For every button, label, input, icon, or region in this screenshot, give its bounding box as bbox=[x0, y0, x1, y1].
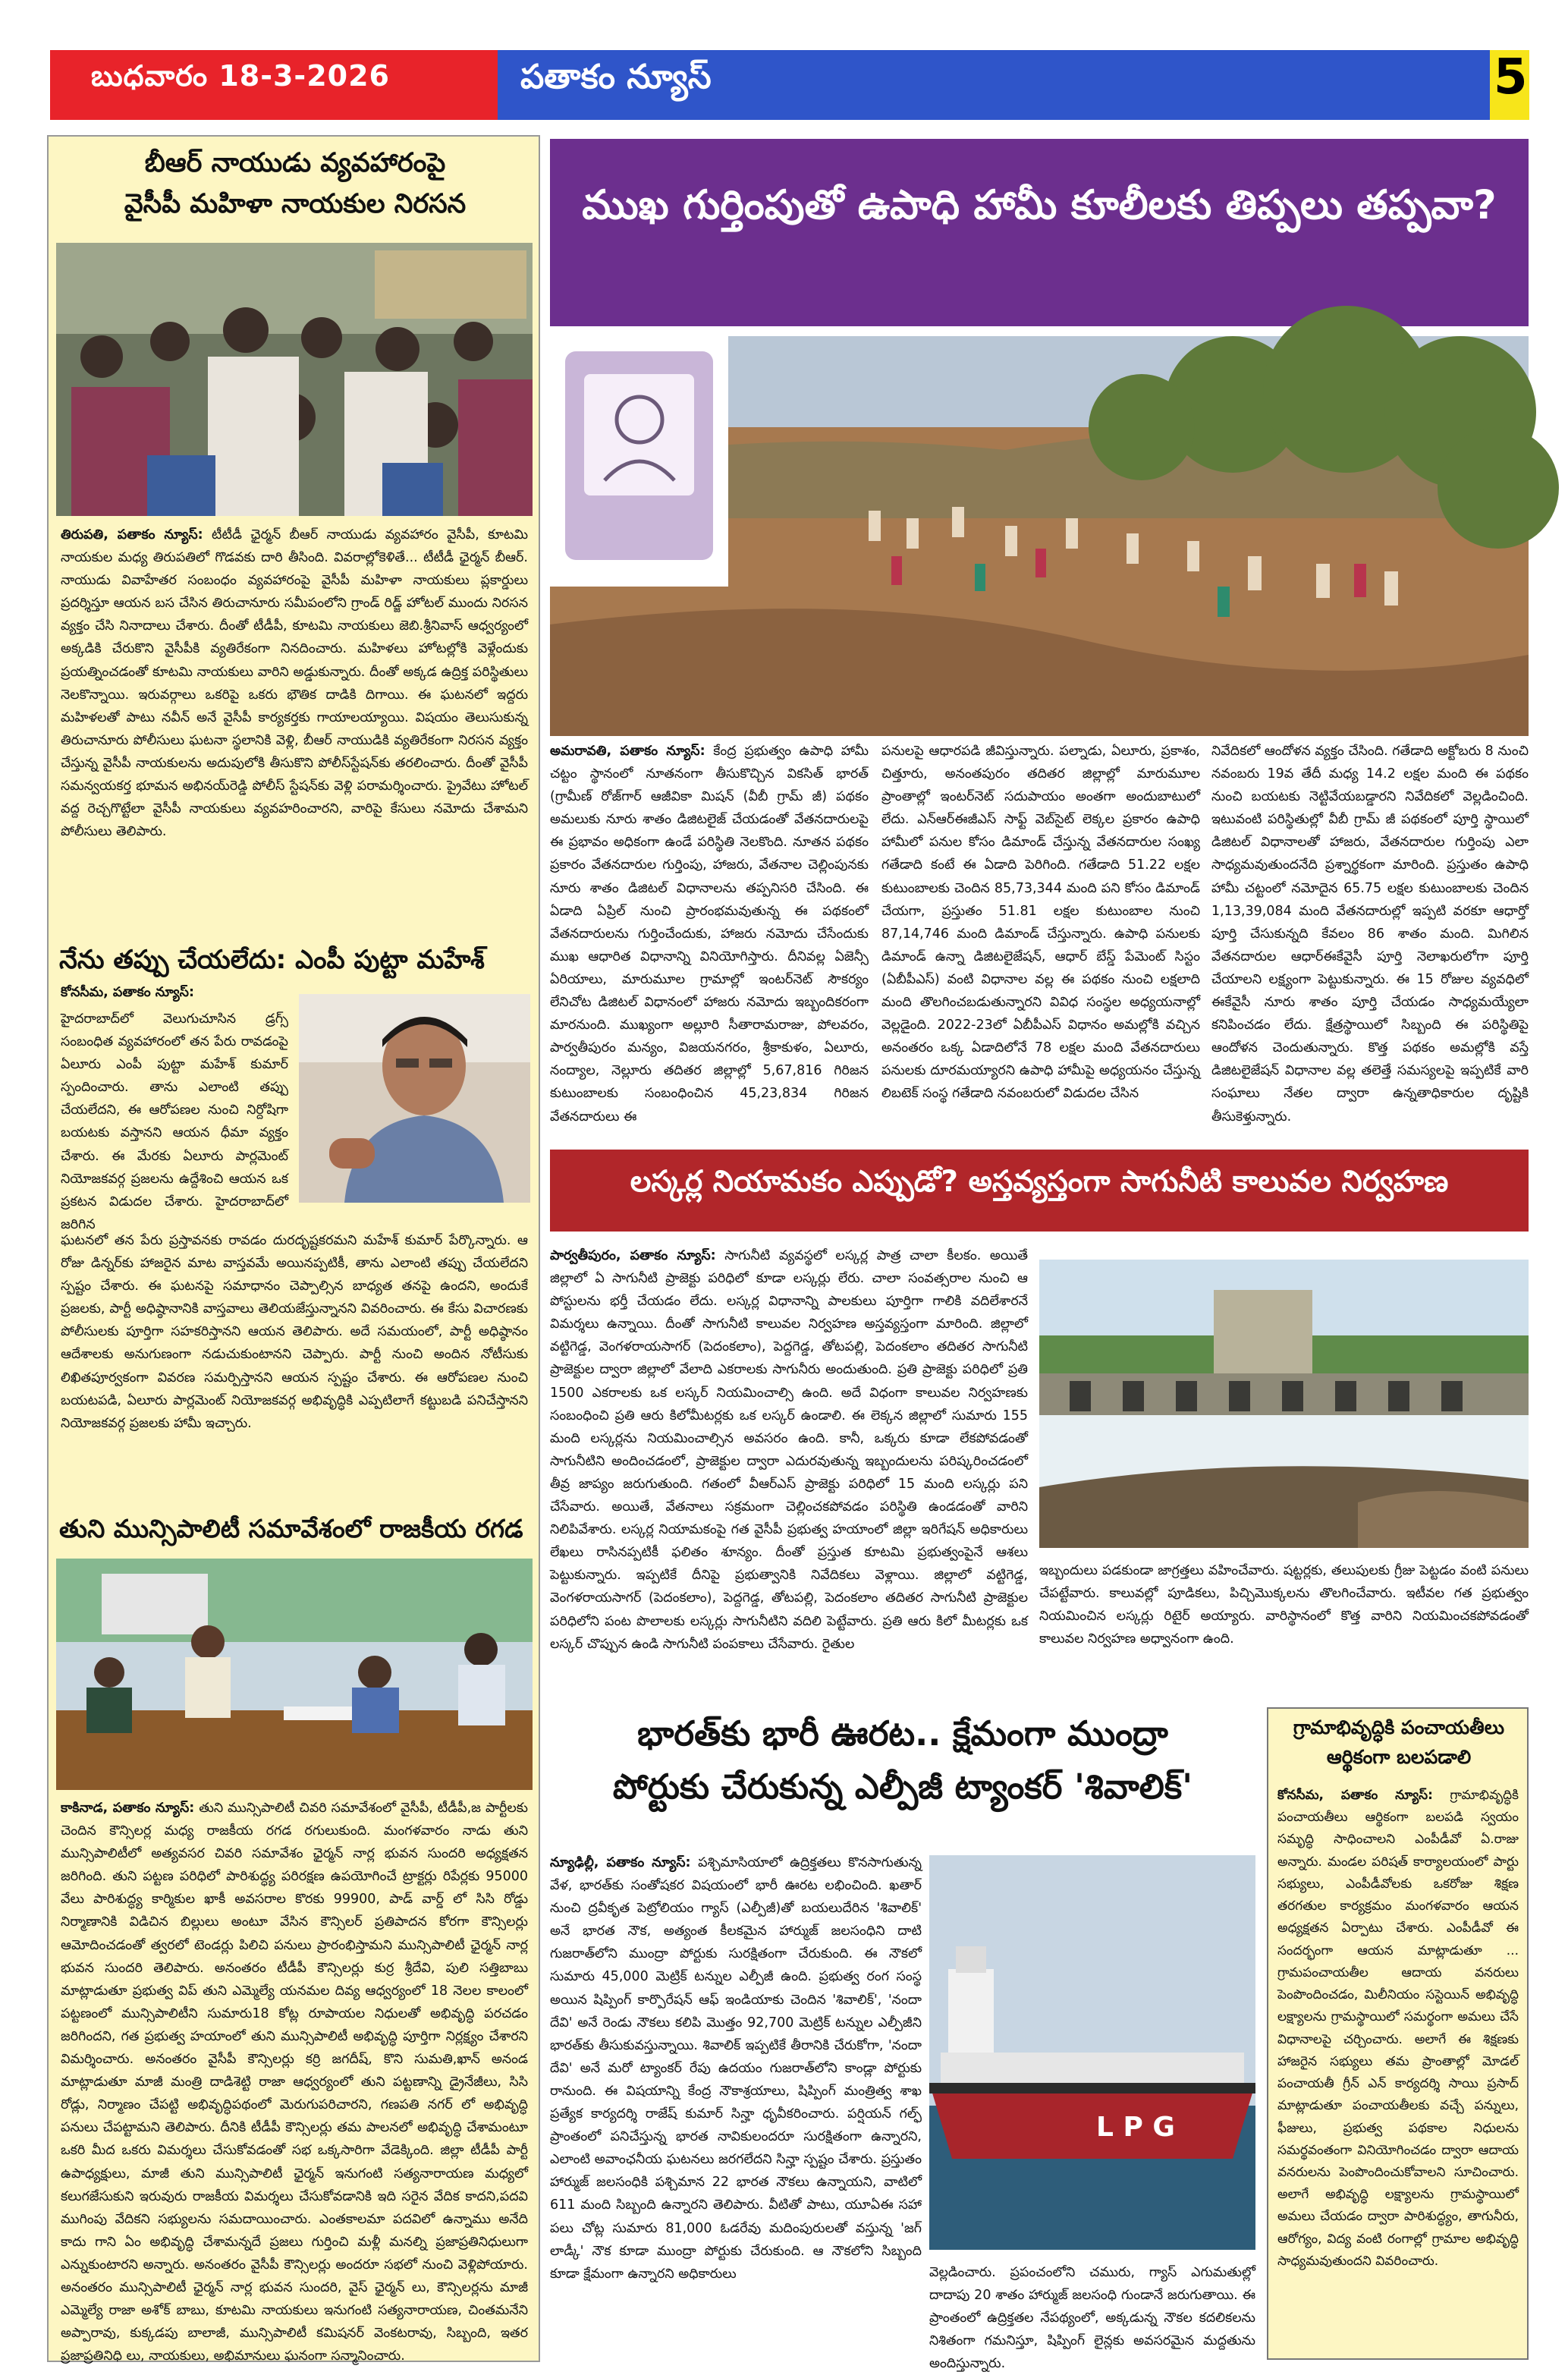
panchayat-headline-line1: గ్రామాభివృద్ధికి పంచాయతీలు bbox=[1293, 1716, 1505, 1738]
body-text: తుని మున్సిపాలిటీ చివరి సమావేశంలో వైసీపీ, టీడీపీ,జ పార్టీలకు చెందిన కౌన్సిలర్ల మధ్య రాజకీయ రగడ రగులుకుంది. మంగళవారం నాడు తుని మున్సిపాలిటీలో అత్యవసర చివరి సమావేశం ఛైర్మన్ నార్ల భువన సుందరి అధ్యక్షతన జరిగింది. తుని పట్టణ పరిధిలో పారిశుద్ధ్య పరిరక్షణ ఉపయోగించే ట్రాక్టర్లు రిపేర్లకు 95000 వేలు పారిశుద్ధ్య కార్మికుల ఖాకీ అవసరాల కొరకు 99900, పాడ్ వార్డ్ లో సిసి రోడ్డు నిర్మాణానికి విడిచిన బిల్లులు అంటూ వేసిన కౌన్సిలర్ ప్రతిపాదన కోరగా కౌన్సిలర్లు ఆమోదించడంతో త్వరలో టెండర్లు పిలిచి పనులు ప్రారంభిస్తామని మున్సిపాలిటీ ఛైర్మన్ నార్ల భువన సుందరి తెలిపారు. అనంతరం టీడీపీ కౌన్సిలర్లు కుర్ర శ్రీదేవి, పులి సత్తిబాబు మాట్లాడుతూ ప్రభుత్వ విప్ తుని ఎమ్మెల్యే యనమల దివ్య ఆధ్వర్యంలో 18 నెలల కాలంలో పట్టణంలో మున్సిపాలిటీని సుమారు18 కోట్ల రూపాయల నిధులతో అభివృద్ధి పరచడం జరిగిందని, గత ప్రభుత్వ హయాంలో తుని మున్సిపాలిటీ అభివృద్ధి పూర్తిగా నిర్లక్ష్యం చేశారని విమర్శించారు. అనంతరం వైసీపీ కౌన్సిలర్లు కర్రి జగదీష్, కొని సుమతి,ఖాన్ అనండ మాట్లాడుతూ మాజీ మంత్రి దాడిశెట్టి రాజా ఆధ్వర్యంలో తుని పట్టణాన్ని డ్రైనేజీలు, సిసి రోడ్లు, నిర్మాణం చేపట్టి అభివృద్ధిపథంలో మెరుగుపరిచారని, గణపతి నగర్ లో అభివృద్ధి పనులు చేపట్టామని తెలిపారు. దీనికి టీడీపీ కౌన్సిలర్లు తమ పాలనలో అభివృద్ధి చేశామంటూ ఒకరి మీద ఒకరు విమర్శలు చేసుకోవడంతో సభ ఒక్కసారిగా వేడెక్కింది. జిల్లా టీడీపీ పార్టీ ఉపాధ్యక్షులు, మాజీ తుని మున్సిపాలిటీ ఛైర్మన్ ఇనుగంటి సత్యనారాయణ మధ్యలో కలుగజేసుకుని ఇరువురు రాజకీయ విమర్శలు చేసుకోవడానికి ఇది సరైన వేదిక కాదని,పదవి ముగింపు వేదికని సభ్యులను సమదాయించారు. ఎంతకాలమా పదవిలో ఉన్నాము అనేది కాదు గాని ఏం అభివృద్ధి చేశామన్నదే ప్రజలు గుర్తించి మళ్లీ మనల్ని ప్రజాప్రతినిధులుగా ఎన్నుకుంటారని అన్నారు. అనంతరం వైసీపీ కౌన్సిలర్లు అందరూ సభలో నుంచి వెళ్లిపోయారు. అనంతరం మున్సిపాలిటీ ఛైర్మన్ నార్ల భువన సుందరి, వైస్ ఛైర్మన్ లు, కౌన్సిలర్లను మాజీ ఎమ్మెల్యే రాజా అశోక్ బాబు, కూటమి నాయకులు ఇనుగంటి సత్యనారాయణ, చింతమనేని అప్పారావు, కుక్కడపు బాలాజీ, మున్సిపాలిటీ కమిషనర్ వెంకటరావు, సిబ్బంది, ఇతర ప్రజాప్రతినిధి లు, నాయకులు, అభిమానులు ఘనంగా సన్మానించారు. bbox=[61, 1801, 528, 2364]
panchayat-headline bbox=[1277, 1713, 1520, 1773]
lead-photo bbox=[550, 336, 1529, 736]
headline bbox=[64, 143, 526, 225]
lead-column-1 bbox=[550, 740, 869, 1138]
page-number: 5 bbox=[1494, 49, 1528, 105]
title-band bbox=[498, 50, 1490, 120]
lead-headline: ముఖ గుర్తింపుతో ఉపాధి హామీ కూలీలకు తిప్పలు తప్పవా? bbox=[582, 182, 1497, 228]
headline: నేను తప్పు చేయలేదు: ఎంపీ పుట్టా మహేశ్ bbox=[59, 945, 485, 975]
dam-photo bbox=[1039, 1260, 1529, 1548]
masthead bbox=[50, 50, 1529, 120]
left-column-panel bbox=[47, 135, 540, 2362]
headline: తుని మున్సిపాలిటీ సమావేశంలో రాజకీయ రగడ bbox=[59, 1514, 523, 1543]
page-number-box bbox=[1490, 50, 1529, 120]
tanker-text: పశ్చిమాసియాలో ఉద్రిక్తతలు కొనసాగుతున్న వేళ, భారత్‌కు సంతోషకర విషయంలో భారీ ఊరట లభించింది. ఖతార్ నుంచి ద్రవీకృత పెట్రోలియం గ్యాస్ (ఎల్పీజీ)తో బయలుదేరిన 'శివాలిక్' అనే భారత నౌక, అత్యంత కీలకమైన హార్ముజ్ జలసంధిని దాటి గుజరాత్‌లోని ముంద్రా పోర్టుకు సురక్షితంగా చేరుకుంది. ఈ నౌకలో సుమారు 45,000 మెట్రిక్ టన్నుల ఎల్పీజీ ఉంది. ప్రభుత్వ రంగ సంస్థ అయిన షిప్పింగ్ కార్పొరేషన్ ఆఫ్ ఇండియాకు చెందిన 'శివాలిక్', 'నందా దేవి' అనే రెండు నౌకలు కలిపి మొత్తం 92,700 మెట్రిక్ టన్నుల ఎల్పీజీని భారత్‌కు తీసుకువస్తున్నాయి. శివాలిక్ ఇప్పటికే తీరానికి చేరుకోగా, 'నందా దేవి' అనే మరో ట్యాంకర్ రేపు ఉదయం గుజరాత్‌లోని కాండ్లా పోర్టుకు రానుంది. ఈ విషయాన్ని కేంద్ర నౌకాశ్రయాలు, షిప్పింగ్ మంత్రిత్వ శాఖ ప్రత్యేక కార్యదర్శి రాజేష్ కుమార్ సిన్హా ధృవీకరించారు. పర్షియన్ గల్ఫ్ ప్రాంతంలో పనిచేస్తున్న భారత నావికులందరూ సురక్షితంగా ఉన్నారని, ఎలాంటి అవాంఛనీయ ఘటనలు జరగలేదని సిన్హా స్పష్టం చేశారు. ప్రస్తుతం హార్ముజ్ జలసంధికి పశ్చిమాన 22 భారత నౌకలు ఉన్నాయని, వాటిలో 611 మంది సిబ్బంది ఉన్నారని తెలిపారు. వీటితో పాటు, యూఏఈ సహా పలు చోట్ల సుమారు 81,000 ఓడరేవు మదింపురులతో వస్తున్న 'జగ్ లాడ్కీ' నౌక కూడా ముంద్రా పోర్టుకు చేరుకుంది. ఆ నౌకలోని సిబ్బంది కూడా క్షేమంగా ఉన్నారని అధికారులు bbox=[550, 1855, 922, 2282]
panchayat-box bbox=[1267, 1707, 1529, 2360]
panchayat-body bbox=[1277, 1785, 1519, 2354]
paper-name: పతాకం న్యూస్ bbox=[520, 58, 712, 96]
story-body bbox=[61, 1797, 528, 2364]
dateline: కాకినాడ, పతాకం న్యూస్: bbox=[61, 1801, 195, 1816]
body-text: టీటీడీ ఛైర్మన్ బీఆర్ నాయుడు వ్యవహారం వైసీపీ, కూటమి నాయకుల మధ్య తిరుపతిలో గొడవకు దారి తీసింది. వివరాల్లోకెళితే... టీటీడీ ఛైర్మన్ బీఆర్. నాయుడు వివాహేతర సంబంధం వ్యవహారంపై వైసీపీ మహిళా నాయకులు ప్లకార్డులు ప్రదర్శిస్తూ ఆయన బస చేసిన తిరుచానూరు సమీపంలోని గ్రాండ్ రిడ్జ్ హోటల్ ముందు నిరసన వ్యక్తం చేసి నినాదాలు చేశారు. దీంతో టీడీపీ, కూటమి నాయకులు జెబి.శ్రీనివాస్ ఆధ్వర్యంలో అక్కడికి చేరుకొని వైసీపీకి వ్యతిరేకంగా నినదించారు. మహిళలు హోటల్లోకి వెళ్లేందుకు ప్రయత్నించడంతో కూటమి నాయకులు వారిని అడ్డుకున్నారు. దీంతో అక్కడ ఉద్రిక్త పరిస్థితులు నెలకొన్నాయి. ఇరువర్గాలు ఒకరిపై ఒకరు భౌతిక దాడికి దిగాయి. ఈ ఘటనలో ఇద్దరు మహిళలతో పాటు నవీన్ అనే వైసీపీ కార్యకర్తకు గాయాలయ్యాయి. విషయం తెలుసుకున్న తిరుచానూరు పోలీసులు ఘటనా స్థలానికి వెళ్లి, బీఆర్ నాయుడికి వ్యతిరేకంగా నిరసన వ్యక్తం చేస్తున్న వైసీపీ నాయకులను అదుపులోకి తీసుకొని పోలీస్‌స్టేషన్‌కు తరలించారు. దీంతో వైసీపీ సమన్వయకర్త భూమన అభినయ్‌రెడ్డి పోలీస్ స్టేషన్‌కు వెళ్లి పరామర్శించారు. ప్రైవేటు హోటల్ వద్ద రెచ్చగొట్టేలా వైసీపీ నాయకులు వ్యవహరించారని, వారిపై కేసులు నమోదు చేశామని పోలీసులు తెలిపారు. bbox=[61, 527, 528, 840]
lead-column-3: నివేదికలో ఆందోళన వ్యక్తం చేసింది. గతేడాది అక్టోబరు 8 నుంచి నవంబరు 19వ తేదీ మధ్య 14.2 లక్షల మంది ఈ పథకం నుంచి బయటకు నెట్టివేయబడ్డారని నివేదికలో వెల్లడించింది. ఇటువంటి పరిస్థితుల్లో వీబీ గ్రామ్ జీ పథకంలో పూర్తి స్థాయిలో డిజిటల్ విధానాలతో హాజరు, వేతనదారుల గుర్తింపు ఎలా సాధ్యమవుతుందనేది ప్రశ్నార్థకంగా మారింది. ప్రస్తుతం ఉపాధి హామీ చట్టంలో నమోదైన 65.75 లక్షల కుటుంబాలకు చెందిన 1,13,39,084 మంది వేతనదారుల్లో ఇప్పటి వరకూ ఆధార్తో పూర్తి చేసుకున్నది కేవలం 86 శాతం మంది. మిగిలిన వేతనదారుల ఆధార్‌ఈకేవైసీ పూర్తి నెలాఖరులోగా పూర్తి చేయాలని లక్ష్యంగా పెట్టుకున్నారు. ఈ 15 రోజుల వ్యవధిలో ఈకేవైసీ నూరు శాతం పూర్తి చేయడం సాధ్యమయ్యేలా కనిపించడం లేదు. క్షేత్రస్థాయిలో సిబ్బంది ఈ పరిస్థితిపై ఆందోళన చెందుతున్నారు. కొత్త పథకం అమల్లోకి వస్తే డిజిటలైజేషన్ విధానాల వల్ల తలెత్తే సమస్యలపై ఇప్పటికే వారి సంఘాలు నేతల ద్వారా ఉన్నతాధికారుల దృష్టికి తీసుకెళ్తున్నారు. bbox=[1211, 744, 1529, 1125]
body-beside-photo: హైదరాబాద్‌లో వెలుగుచూసిన డ్రగ్స్ సంబంధిత వ్యవహారంలో తన పేరు రావడంపై ఏలూరు ఎంపీ పుట్టా మహేశ్ కుమార్ స్పందించారు. తాను ఎలాంటి తప్పు చేయలేదని, ఈ ఆరోపణల నుంచి నిర్దోషిగా బయటకు వస్తానని ఆయన ధీమా వ్యక్తం చేశారు. ఈ మేరకు ఏలూరు పార్లమెంట్ నియోజకవర్గ ప్రజలను ఉద్దేశించి ఆయన ఒక ప్రకటన విడుదల చేశారు. హైదరాబాద్‌లో జరిగిన bbox=[61, 1011, 288, 1232]
tanker-headline bbox=[550, 1707, 1255, 1813]
protest-photo bbox=[56, 243, 533, 516]
tanker-headline-line1: భారత్‌కు భారీ ఊరట.. క్షేమంగా ముంద్రా bbox=[637, 1713, 1168, 1754]
canal-body-below-photo: ఇబ్బందులు పడకుండా జాగ్రత్తలు వహించేవారు. షట్టర్లకు, తలుపులకు గ్రీజు పెట్టడం వంటి పనులు చేపట్టేవారు. కాలువల్లో పూడికలు, పిచ్చిమొక్కలను తొలగించేవారు. ఇటీవల గత ప్రభుత్వం నియమించిన లస్కర్లు రిటైర్ అయ్యారు. వారిస్థానంలో కొత్త వారిని నియమించకపోవడంతో కాలువల నిర్వహణ అధ్వానంగా ఉంది. bbox=[1039, 1563, 1529, 1647]
lead-headline-banner bbox=[550, 139, 1529, 326]
lpg-tanker-photo bbox=[929, 1855, 1255, 2250]
mp-portrait-photo bbox=[299, 994, 530, 1203]
headline-line2: వైసీపీ మహిళా నాయకుల నిరసన bbox=[124, 189, 467, 220]
panchayat-dateline: కోనసీమ, పతాకం న్యూస్: bbox=[1277, 1788, 1433, 1803]
headline-line1: బీఆర్ నాయుడు వ్యవహారంపై bbox=[144, 148, 446, 178]
lead-column-2: పనులపై ఆధారపడి జీవిస్తున్నారు. పల్నాడు, ఏలూరు, ప్రకాశం, చిత్తూరు, అనంతపురం తదితర జిల్లాల్లో మారుమూల ప్రాంతాల్లో ఇంటర్‌నెట్ సదుపాయం అంతగా అందుబాటులో లేదు. ఎన్ఆర్ఈజీఎస్ సాఫ్ట్ వెబ్‌సైట్ లెక్కల ప్రకారం ఉపాధి హామీలో పనుల కోసం డిమాండ్ చేస్తున్న వేతనదారుల సంఖ్య గతేడాది కంటే ఈ ఏడాది పెరిగింది. గతేడాది 51.22 లక్షల కుటుంబాలకు చెందిన 85,73,344 మంది పని కోసం డిమాండ్ చేయగా, ప్రస్తుతం 51.81 లక్షల కుటుంబాల నుంచి 87,14,746 మంది డిమాండ్ చేస్తున్నారు. ఉపాధి పనులకు డిమాండ్ ఉన్నా డిజిటలైజేషన్, ఆధార్ బేస్డ్ పేమెంట్ సిస్టం (ఏబీపీఎస్) వంటి విధానాల వల్ల ఈ పథకం నుంచి లక్షలాది మంది తొలగించబడుతున్నారని వివిధ సంస్థల అధ్యయనాల్లో వెల్లడైంది. 2022-23లో ఏబీపీఎస్ విధానం అమల్లోకి వచ్చిన అనంతరం ఒక్క ఏడాదిలోనే 78 లక్షల మంది వేతనదారులు పనులకు దూరమయ్యారని ఉపాధి హామీపై అధ్యయనం చేస్తున్న లిబటెక్ సంస్థ గతేడాది నవంబరులో విడుదల చేసిన bbox=[881, 744, 1200, 1102]
panchayat-text: గ్రామాభివృద్ధికి పంచాయతీలు ఆర్థికంగా బలపడి స్వయం సమృద్ధి సాధించాలని ఎంపీడీవో ఏ.రాజు అన్నారు. మండల పరిషత్ కార్యాలయంలో పార్టు సభ్యులు, ఎంపీడీవోలకు ఒకరోజు శిక్షణ తరగతుల కార్యక్రమం మంగళవారం ఆయన అధ్యక్షతన ఏర్పాటు చేశారు. ఎంపీడీవో ఈ సందర్భంగా ఆయన మాట్లాడుతూ ... గ్రామపంచాయతీల ఆదాయ వనరులు పెంపొందించడం, మిలీనియం సస్టెయిన్ అభివృద్ధి లక్ష్యాలను గ్రామస్థాయిలో సమర్థంగా అమలు చేసే విధానాలపై చర్చించారు. అలాగే ఈ శిక్షణకు హాజరైన సభ్యులు తమ ప్రాంతాల్లో మోడల్ పంచాయతీ గ్రీన్ ఎన్ కార్యదర్శి సాయి ప్రసాద్ మాట్లాడుతూ పంచాయతీలకు వచ్చే పన్నులు, ఫీజులు, ప్రభుత్వ పథకాల నిధులను సమర్థవంతంగా వినియోగించడం ద్వారా ఆదాయ వనరులను పెంపొందించుకోవాలని సూచించారు. అలాగే అభివృద్ధి లక్ష్యాలను గ్రామస్థాయిలో అమలు చేయడం ద్వారా పారిశుద్ధ్యం, తాగునీరు, ఆరోగ్యం, విద్య వంటి రంగాల్లో గ్రామాల అభివృద్ధి సాధ్యమవుతుందని వివరించారు. bbox=[1277, 1788, 1519, 2269]
svg-text:L P G: L P G bbox=[1096, 2112, 1175, 2143]
date-band bbox=[50, 50, 498, 120]
lead-dateline: అమరావతి, పతాకం న్యూస్: bbox=[550, 744, 705, 759]
panchayat-headline-line2: ఆర్థికంగా బలపడాలి bbox=[1326, 1745, 1472, 1768]
story-body bbox=[61, 524, 528, 933]
issue-date: బుధవారం 18-3-2026 bbox=[91, 59, 390, 93]
story-tuni-municipality bbox=[49, 1510, 539, 2364]
tanker-body-beside-photo bbox=[550, 1851, 922, 2282]
tanker-headline-line2: పోర్టుకు చేరుకున్న ఎల్పీజీ ట్యాంకర్ 'శివాలిక్' bbox=[612, 1766, 1193, 1807]
canal-dateline: పార్వతీపురం, పతాకం న్యూస్: bbox=[550, 1248, 716, 1263]
tanker-dateline: న్యూఢిల్లీ, పతాకం న్యూస్: bbox=[550, 1855, 691, 1870]
canal-headline-banner bbox=[550, 1150, 1529, 1232]
story-putta-mahesh bbox=[49, 941, 539, 1502]
council-meeting-photo bbox=[56, 1559, 533, 1790]
tanker-body-below-photo: వెల్లడించారు. ప్రపంచంలోని చమురు, గ్యాస్ ఎగుమతుల్లో దాదాపు 20 శాతం హార్ముజ్ జలసంధి గుండానే జరుగుతాయి. ఈ ప్రాంతంలో ఉద్రిక్తతల నేపథ్యంలో, అక్కడున్న నౌకల కదలికలను నిశితంగా గమనిస్తూ, షిప్పింగ్ లైన్లకు అవసరమైన మద్దతును అందిస్తున్నారు. bbox=[929, 2265, 1255, 2372]
body-below-photo: ఘటనలో తన పేరు ప్రస్తావనకు రావడం దురదృష్టకరమని మహేశ్ కుమార్ పేర్కొన్నారు. ఆ రోజు డిన్నర్‌కు హాజరైన మాట వాస్తవమే అయినప్పటికీ, తాను ఎలాంటి తప్పు చేయలేదని స్పష్టం చేశారు. ఈ ఘటనపై సమాధానం చెప్పాల్సిన బాధ్యత తనపై ఉందని, అందుకే ప్రజలకు, పార్టీ అధిష్ఠానానికి వాస్తవాలు తెలియజేస్తున్నానని వివరించారు. ఈ కేసు విచారణకు పోలీసులకు పూర్తిగా సహకరిస్తానని ఆయన తెలిపారు. అదే సమయంలో, పార్టీ అధిష్ఠానం ఆదేశాలకు అనుగుణంగా నడుచుకుంటానని చెప్పారు. పార్టీ నుంచి అందిన నోటీసుకు లిఖితపూర్వకంగా వివరణ సమర్పిస్తానని ఆయన స్పష్టం చేశారు. ఈ ఆరోపణల నుంచి బయటపడి, ఏలూరు పార్లమెంట్ నియోజకవర్గ అభివృద్ధికి ఎప్పటిలాగే కట్టుబడి పనిచేస్తానని నియోజకవర్గ ప్రజలకు హామీ ఇచ్చారు. bbox=[61, 1233, 528, 1431]
canal-headline: లస్కర్ల నియామకం ఎప్పుడో? అస్తవ్యస్తంగా సాగునీటి కాలువల నిర్వహణ bbox=[630, 1165, 1449, 1199]
canal-body-beside-photo bbox=[550, 1244, 1028, 1696]
dateline: తిరుపతి, పతాకం న్యూస్: bbox=[61, 527, 203, 543]
dateline: కోనసీమ, పతాకం న్యూస్: bbox=[61, 985, 194, 1000]
canal-text: సాగునీటి వ్యవస్థలో లస్కర్ల పాత్ర చాలా కీలకం. అయితే జిల్లాలో ఏ సాగునీటి ప్రాజెక్టు పరిధిలో కూడా లస్కర్లు లేరు. చాలా సంవత్సరాల నుంచి ఆ పోస్టులను భర్తీ చేయడం లేదు. లస్కర్ల విధానాన్ని పాలకులు పూర్తిగా గాలికి వదిలేశారనే విమర్శలు ఉన్నాయి. దీంతో సాగునీటి కాలువల నిర్వహణ అస్తవ్యస్తంగా మారింది. జిల్లాలో వట్టిగెడ్డ, వెంగళరాయసాగర్ (పెదంకలాం), పెద్దగెడ్డ, తోటపల్లి, పెదంకలాం తదితర సాగునీటి ప్రాజెక్టుల ద్వారా జిల్లాలో వేలాది ఎకరాలకు సాగునీరు అందుతుంది. ప్రతి ప్రాజెక్టు పరిధిలో ప్రతి 1500 ఎకరాలకు ఒక లస్కర్ నియమించాల్సి ఉంది. అదే విధంగా కాలువల నిర్వహణకు సంబంధించి ప్రతి ఆరు కిలోమీటర్లకు ఒక లస్కర్ ఉండాలి. ఈ లెక్కన జిల్లాలో సుమారు 155 మంది లస్కర్లను నియమించాల్సిన అవసరం ఉంది. కానీ, ఒక్కరు కూడా లేకపోవడంతో సాగునీటిని అందించడంలో, ప్రాజెక్టుల ద్వారా ఎదురవుతున్న ఇబ్బందులను పరిష్కరించడంలో తీవ్ర జాప్యం జరుగుతుంది. గతంలో వీఆర్ఎస్ ప్రాజెక్టు పరిధిలో 15 మంది లస్కర్లు పని చేసేవారు. అయితే, వేతనాలు సక్రమంగా చెల్లించకపోవడం పరిస్థితి ఉండడంతో వారిని నిలిపివేశారు. లస్కర్ల నియామకంపై గత వైసీపీ ప్రభుత్వ హయాంలో జిల్లా ఇరిగేషన్ అధికారులు లేఖలు రాసినప్పటికీ ఫలితం శూన్యం. దీంతో ప్రస్తుత కూటమి ప్రభుత్వంపైనే ఆశలు పెట్టుకున్నారు. ఇప్పటికే దీనిపై ప్రభుత్వానికి నివేదికలు వెళ్లాయి. జిల్లాలో వట్టిగెడ్డ, వెంగళరాయసాగర్ (పెదంకలాం), పెద్దగెడ్డ, తోటపల్లి, పెదంకలాం తదితర సాగునీటి ప్రాజెక్టుల పరిధిలోని పంట పొలాలకు లస్కర్లు సాగునీటిని వదిలి పెట్టేవారు. ప్రతి ఆరు కిలో మీటర్లకు ఒక లస్కర్ చొప్పున ఉండి సాగునీటి పంపకాలు చేసేవారు. రైతుల bbox=[550, 1248, 1028, 1652]
lead-col1-text: కేంద్ర ప్రభుత్వం ఉపాధి హామీ చట్టం స్థానంలో నూతనంగా తీసుకొచ్చిన వికసిత్ భారత్ (గ్రామీణ్ రోజ్‌గార్ ఆజీవికా మిషన్ (వీబీ గ్రామ్ జీ) పథకం అమలుకు నూరు శాతం డిజిటలైజ్ చేయడంతో వేతనదారులపై ఈ ప్రభావం అధికంగా ఉండే పరిస్థితి నెలకొంది. నూతన పథకం ప్రకారం వేతనదారుల గుర్తింపు, హాజరు, వేతనాల చెల్లింపునకు నూరు శాతం డిజిటల్ విధానాలను తప్పనిసరి చేసింది. ఈ ఏడాది ఏప్రిల్ నుంచి ప్రారంభమవుతున్న ఈ పథకంలో వేతనదారులను గుర్తించేందుకు, హాజరు నమోదు చేసేందుకు ముఖ ఆధారిత విధానాన్ని వినియోగిస్తారు. దీనివల్ల ఏజెన్సీ ఏరియాలు, మారుమూల గ్రామాల్లో ఇంటర్‌నెట్ సౌకర్యం లేనిచోట డిజిటల్ విధానంలో హాజరు నమోదు ఇబ్బందికరంగా మారనుంది. ముఖ్యంగా అల్లూరి సీతారామరాజు, పోలవరం, పార్వతీపురం మన్యం, విజయనగరం, శ్రీకాకుళం, ఏలూరు, నంద్యాల, నెల్లూరు తదితర జిల్లాల్లో 5,67,816 గిరిజన కుటుంబాలకు సంబంధించిన 45,23,834 గిరిజన వేతనదారులు ఈ bbox=[550, 744, 869, 1125]
